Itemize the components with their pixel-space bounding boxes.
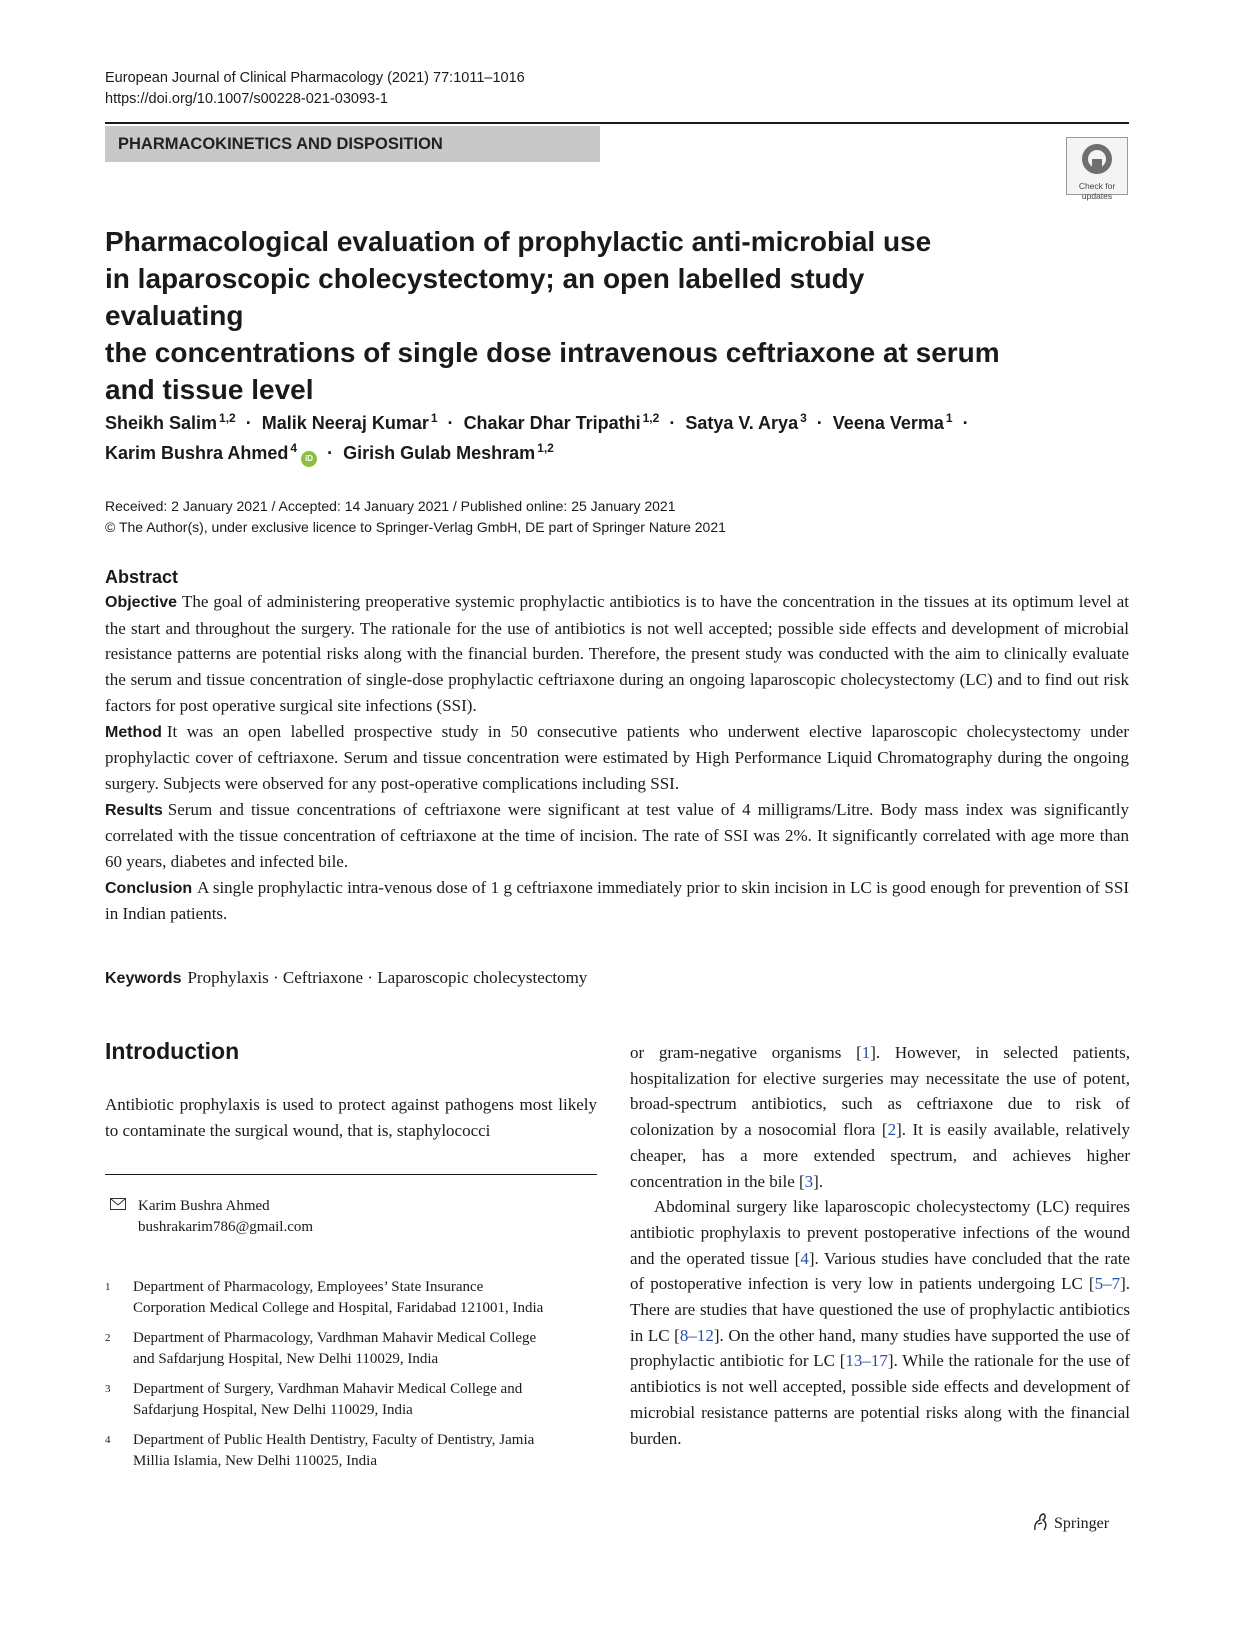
affiliation-line: Department of Pharmacology, Employees’ State Insurance <box>133 1279 484 1295</box>
affiliation <box>105 1277 605 1319</box>
affiliation-line: Corporation Medical College and Hospital, Faridabad 121001, India <box>133 1300 544 1316</box>
author-affiliation: 1,2 <box>642 411 660 425</box>
author-separator: · <box>245 413 252 433</box>
citation-link[interactable]: 13–17 <box>845 1351 888 1371</box>
copyright-line: © The Author(s), under exclusive licence to Springer-Verlag GmbH, DE part of Springer Nature 2021 <box>105 519 726 535</box>
publisher-name: Springer <box>1054 1515 1110 1532</box>
author-list <box>105 406 1125 467</box>
abstract <box>105 565 1129 927</box>
body-text: ]. <box>813 1171 824 1191</box>
affiliation <box>105 1430 605 1472</box>
body-text: ]. However, in selected patients, hospitalization for elective surgeries may necessitate the use of potent, broad-spectrum antibiotics, such as ceftriaxone due to risk of colonization by a nosocomial flora [ <box>630 1043 1130 1140</box>
abstract-text: A single prophylactic intra-venous dose of 1 g ceftriaxone immediately prior to skin incision in LC is good enough for prevention of SSI in Indian patients. <box>105 877 1129 924</box>
affiliation-line: Millia Islamia, New Delhi 110025, India <box>133 1453 377 1469</box>
author-name[interactable]: Chakar Dhar Tripathi <box>463 413 641 433</box>
footnote-rule <box>105 1174 597 1175</box>
author-separator: · <box>447 413 454 433</box>
author-affiliation: 1 <box>945 411 953 425</box>
affiliation-line: and Safdarjung Hospital, New Delhi 110029, India <box>133 1351 439 1367</box>
author-affiliation: 3 <box>800 411 807 425</box>
affiliation <box>105 1328 605 1370</box>
body-text: ]. Various studies have concluded that the rate of postoperative infection is very low in patients undergoing LC [ <box>630 1248 1131 1294</box>
author-affiliation: 1,2 <box>219 411 236 425</box>
citation-link[interactable]: 2 <box>887 1120 897 1140</box>
introduction-paragraph-left: Antibiotic prophylaxis is used to protect against pathogens most likely to contaminate the surgical wound, that is, staphylococci <box>105 1095 597 1140</box>
abstract-label: Conclusion <box>105 879 193 897</box>
citation-link[interactable]: 4 <box>800 1248 809 1268</box>
body-text: ]. It is easily available, relatively cheaper, has a more extended spectrum, and achieves higher concentration in the bile [ <box>630 1120 1131 1191</box>
affiliation <box>105 1379 605 1421</box>
correspondence-email[interactable]: bushrakarim786@gmail.com <box>138 1219 314 1235</box>
introduction-column-right <box>630 1040 1130 1451</box>
citation-link[interactable]: 3 <box>804 1171 814 1191</box>
publisher-logo[interactable] <box>1031 1512 1109 1535</box>
author-name[interactable]: Satya V. Arya <box>685 413 799 433</box>
correspondence <box>110 1196 313 1238</box>
header-rule <box>105 122 1129 124</box>
title-line: and tissue level <box>105 374 314 405</box>
abstract-label: Objective <box>105 594 178 611</box>
abstract-heading: Abstract <box>105 567 179 587</box>
check-updates-label-1: Check for <box>1078 181 1116 191</box>
abstract-conclusion <box>105 875 1129 927</box>
author-separator: · <box>327 443 334 463</box>
citation-link[interactable]: 5–7 <box>1094 1274 1121 1294</box>
introduction-paragraph <box>630 1040 1130 1194</box>
author-name[interactable]: Sheikh Salim <box>105 413 218 433</box>
citation-link[interactable]: 8–12 <box>679 1325 714 1345</box>
author-affiliation: 4 <box>290 441 298 455</box>
author-line-2 <box>105 436 1125 467</box>
author-name[interactable]: Karim Bushra Ahmed <box>105 443 289 463</box>
body-text: Abdominal surgery like laparoscopic cholecystectomy (LC) requires antibiotic prophylaxis to prevent postoperative infections of the wound and the operated tissue [ <box>630 1197 1130 1268</box>
dates-line: Received: 2 January 2021 / Accepted: 14 January 2021 / Published online: 25 January 2021 <box>105 498 676 514</box>
abstract-objective <box>105 589 1129 719</box>
title-line: in laparoscopic cholecystectomy; an open labelled study evaluating <box>105 263 865 331</box>
keywords-label: Keywords <box>105 970 182 987</box>
author-name[interactable]: Girish Gulab Meshram <box>343 443 536 463</box>
check-updates-icon <box>1080 142 1114 176</box>
body-text: ]. While the rationale for the use of antibiotics is not well accepted, possible side effects and development of microbial resistance patterns are potential risks along with the financial burden. <box>630 1351 1130 1448</box>
correspondence-name: Karim Bushra Ahmed <box>138 1198 270 1214</box>
introduction-paragraph <box>630 1194 1130 1451</box>
author-separator: · <box>816 413 823 433</box>
abstract-results <box>105 797 1129 875</box>
body-text: ]. There are studies that have questioned the use of prophylactic antibiotics in LC [ <box>630 1274 1130 1345</box>
affiliation-number: 3 <box>105 1383 111 1395</box>
section-label: PHARMACOKINETICS AND DISPOSITION <box>105 126 600 162</box>
affiliation-number: 2 <box>105 1332 111 1344</box>
body-text: or gram-negative organisms [ <box>630 1043 862 1062</box>
keywords-text: Prophylaxis · Ceftriaxone · Laparoscopic cholecystectomy <box>187 968 588 987</box>
affiliation-line: Department of Surgery, Vardhman Mahavir Medical College and <box>133 1381 523 1397</box>
abstract-text: It was an open labelled prospective study in 50 consecutive patients who underwent elective laparoscopic cholecystectomy under prophylactic cover of ceftriaxone. Serum and tissue concentration were estimated by High Performance Liquid Chromatography during the ongoing surgery. Subjects were observed for any post-operative complications including SSI. <box>105 721 1129 793</box>
abstract-text: The goal of administering preoperative systemic prophylactic antibiotics is to have the concentration in the tissues at its optimum level at the start and throughout the surgery. The rationale for the use of antibiotics is not well accepted; possible side effects and development of microbial resistance patterns are potential risks along with the financial burden. Therefore, the present study was conducted with the aim to clinically evaluate the serum and tissue concentration of single-dose prophylactic ceftriaxone during an ongoing laparoscopic cholecystectomy (LC) and to find out risk factors for post operative surgical site infections (SSI). <box>105 592 1129 715</box>
abstract-label: Method <box>105 723 162 741</box>
author-affiliation: 1 <box>430 411 438 425</box>
article-title <box>105 223 1005 408</box>
abstract-method <box>105 719 1129 797</box>
title-line: Pharmacological evaluation of prophylactic anti-microbial use <box>105 226 932 257</box>
abstract-label: Results <box>105 801 163 819</box>
affiliation-number: 4 <box>105 1434 111 1446</box>
publication-dates <box>105 496 726 538</box>
author-name[interactable]: Veena Verma <box>832 413 944 433</box>
orcid-icon[interactable]: iD <box>301 451 317 467</box>
title-line: the concentrations of single dose intravenous ceftriaxone at serum <box>105 337 1000 368</box>
journal-citation: European Journal of Clinical Pharmacology (2021) 77:1011–1016 <box>105 70 525 86</box>
keywords <box>105 966 587 991</box>
body-text: ]. On the other hand, many studies have supported the use of prophylactic antibiotic for LC [ <box>630 1325 1131 1371</box>
journal-doi[interactable]: https://doi.org/10.1007/s00228-021-03093-1 <box>105 91 388 107</box>
springer-horse-icon <box>1031 1512 1049 1532</box>
introduction-heading: Introduction <box>105 1038 240 1064</box>
check-for-updates-badge[interactable] <box>1066 137 1128 201</box>
journal-header <box>105 68 525 110</box>
author-separator: · <box>669 413 676 433</box>
abstract-text: Serum and tissue concentrations of ceftriaxone were significant at test value of 4 milligrams/Litre. Body mass index was significantly correlated with the tissue concentration of ceftriaxone at the time of incision. The rate of SSI was 2%. It significantly correlated with age more than 60 years, diabetes and infected bile. <box>105 799 1129 872</box>
check-updates-label-2: updates <box>1081 191 1113 201</box>
envelope-icon <box>110 1198 126 1210</box>
author-line-1 <box>105 406 1125 436</box>
affiliation-line: Safdarjung Hospital, New Delhi 110029, India <box>133 1402 413 1418</box>
affiliation-line: Department of Pharmacology, Vardhman Mahavir Medical College <box>133 1330 537 1346</box>
author-separator: · <box>962 413 969 433</box>
author-affiliation: 1,2 <box>537 441 554 455</box>
author-name[interactable]: Malik Neeraj Kumar <box>261 413 429 433</box>
citation-link[interactable]: 1 <box>861 1043 871 1062</box>
affiliation-number: 1 <box>105 1281 111 1293</box>
affiliation-line: Department of Public Health Dentistry, Faculty of Dentistry, Jamia <box>133 1432 535 1448</box>
